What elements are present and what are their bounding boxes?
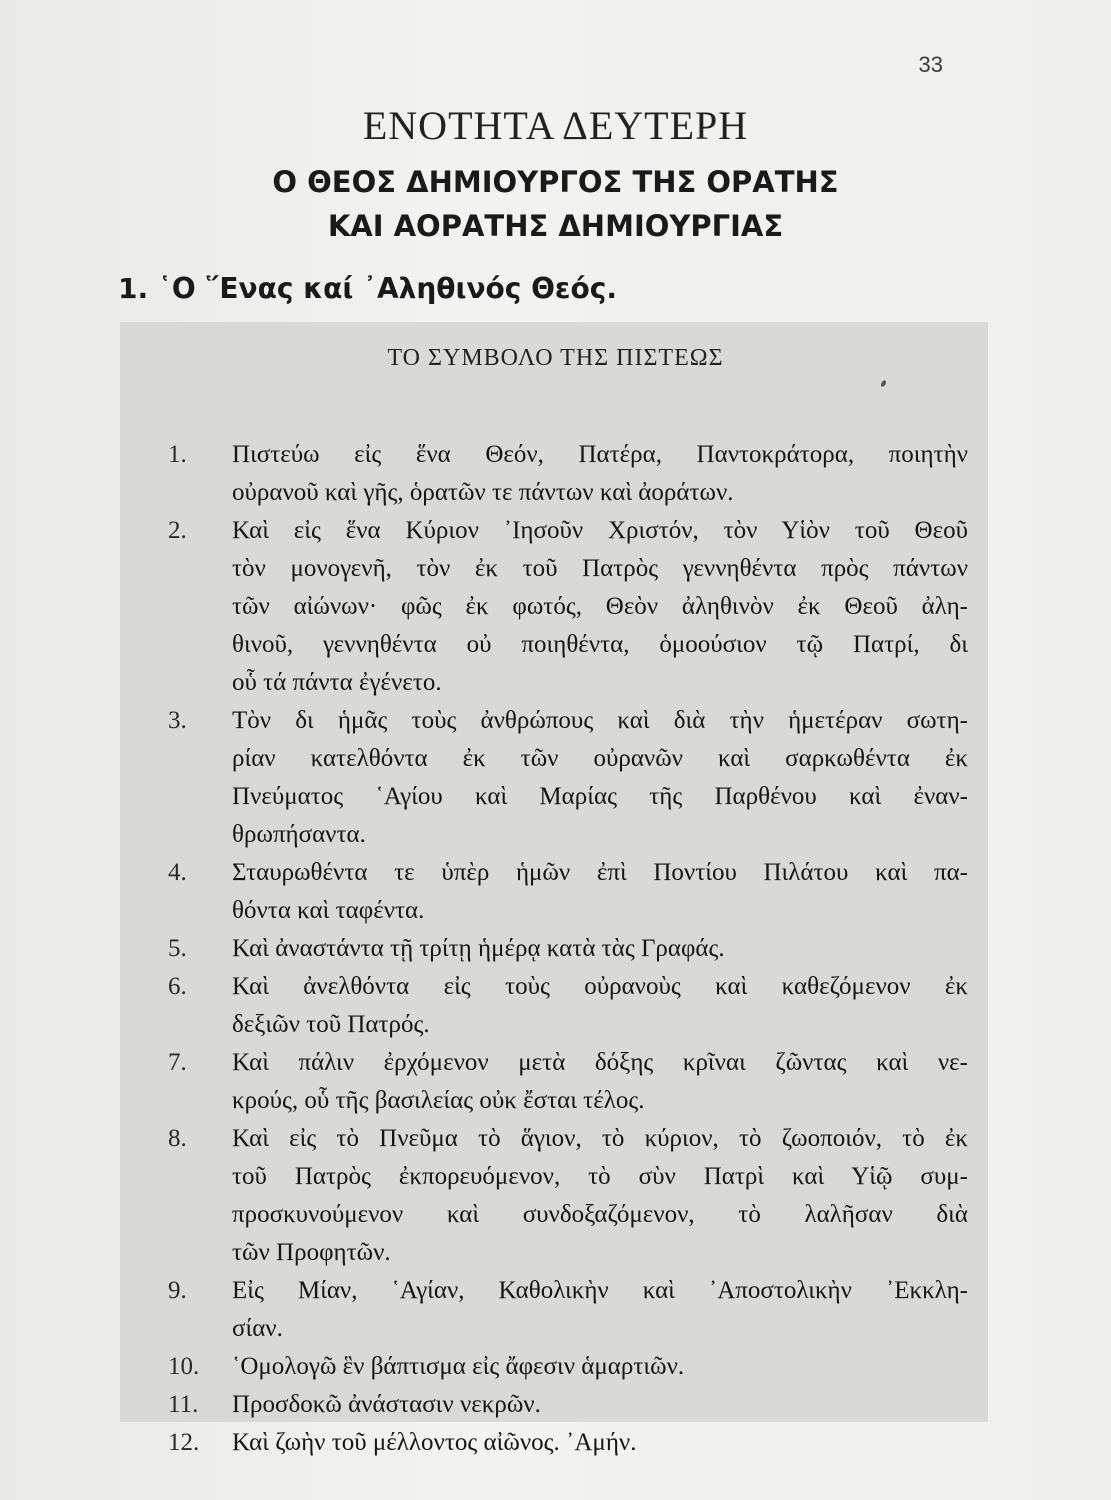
creed-article (168, 1120, 968, 1272)
creed-article (168, 1272, 968, 1348)
article-number: 9. (168, 1277, 187, 1304)
article-line: Καὶ πάλιν ἐρχόμενον μετὰ δόξης κρῖναι ζῶντας καὶ νε- (232, 1049, 968, 1076)
article-line: ρίαν κατελθόντα ἐκ τῶν οὐρανῶν καὶ σαρκωθέντα ἐκ (232, 745, 968, 772)
article-line: θρωπήσαντα. (232, 821, 366, 848)
article-line: θινοῦ, γεννηθέντα οὐ ποιηθέντα, ὁμοούσιον τῷ Πατρί, δι (232, 631, 968, 658)
creed-title: ΤΟ ΣΥΜΒΟΛΟ ΤΗΣ ΠΙΣΤΕΩΣ (387, 345, 724, 371)
article-line: Καὶ ἀνελθόντα εἰς τοὺς οὐρανοὺς καὶ καθεζόμενον ἐκ (232, 973, 968, 1000)
chapter-title-line-2: ΚΑΙ ΑΟΡΑΤΗΣ ΔΗΜΙΟΥΡΓΙΑΣ (327, 209, 784, 243)
creed-articles-list (168, 436, 968, 1462)
creed-article (168, 854, 968, 930)
article-line: οὐρανοῦ καὶ γῆς, ὁρατῶν τε πάντων καὶ ἀοράτων. (232, 479, 734, 506)
article-line: Τὸν δι ἡμᾶς τοὺς ἀνθρώπους καὶ διὰ τὴν ἡμετέραν σωτη- (232, 707, 968, 734)
article-number: 6. (168, 973, 187, 1000)
article-number: 7. (168, 1049, 187, 1076)
article-line: τῶν Προφητῶν. (232, 1239, 391, 1266)
article-line: τὸν μονογενῆ, τὸν ἐκ τοῦ Πατρὸς γεννηθέντα πρὸς πάντων (232, 555, 968, 582)
article-line: Προσδοκῶ ἀνάστασιν νεκρῶν. (232, 1391, 541, 1418)
article-line: δεξιῶν τοῦ Πατρός. (232, 1011, 430, 1038)
creed-article (168, 1348, 968, 1386)
article-number: 3. (168, 707, 187, 734)
article-line: κρούς, οὗ τῆς βασιλείας οὐκ ἔσται τέλος. (232, 1087, 645, 1114)
article-line: Πνεύματος ῾Αγίου καὶ Μαρίας τῆς Παρθένου καὶ ἐναν- (232, 783, 968, 810)
article-line: Εἰς Μίαν, ῾Αγίαν, Καθολικὴν καὶ ᾿Αποστολικὴν ᾿Εκκλη- (232, 1277, 968, 1304)
article-line: Καὶ εἰς τὸ Πνεῦμα τὸ ἅγιον, τὸ κύριον, τὸ ζωοποιόν, τὸ ἐκ (232, 1125, 968, 1152)
article-number: 5. (168, 935, 187, 962)
article-line: οὗ τά πάντα ἐγένετο. (232, 669, 442, 696)
article-number: 12. (168, 1429, 200, 1456)
creed-article (168, 1424, 968, 1462)
article-line: τῶν αἰώνων· φῶς ἐκ φωτός, Θεὸν ἀληθινὸν ἐκ Θεοῦ ἀλη- (232, 593, 968, 620)
creed-article (168, 968, 968, 1044)
article-line: τοῦ Πατρὸς ἐκπορευόμενον, τὸ σὺν Πατρὶ καὶ Υἱῷ συμ- (232, 1163, 968, 1190)
article-number: 1. (168, 441, 187, 468)
creed-article (168, 1044, 968, 1120)
creed-article (168, 436, 968, 512)
subsection-heading: 1. ῾Ο ῞Ενας καί ᾿Αληθινός Θεός. (118, 272, 617, 305)
page-number: 33 (918, 52, 943, 77)
creed-article (168, 930, 968, 968)
chapter-title (0, 160, 1111, 248)
article-line: Σταυρωθέντα τε ὑπὲρ ἡμῶν ἐπὶ Ποντίου Πιλάτου καὶ πα- (232, 859, 968, 886)
article-line: σίαν. (232, 1315, 283, 1342)
article-number: 11. (168, 1391, 199, 1418)
article-line: προσκυνούμενον καὶ συνδοξαζόμενον, τὸ λαλῆσαν διὰ (232, 1201, 968, 1228)
article-line: Καὶ ζωὴν τοῦ μέλλοντος αἰῶνος. ᾿Αμήν. (232, 1429, 637, 1456)
article-number: 4. (168, 859, 187, 886)
article-line: Καὶ εἰς ἕνα Κύριον ᾿Ιησοῦν Χριστόν, τὸν Υἱὸν τοῦ Θεοῦ (232, 517, 968, 544)
article-line: ῾Ομολογῶ ἓν βάπτισμα εἰς ἄφεσιν ἁμαρτιῶν. (232, 1353, 685, 1380)
article-number: 10. (168, 1353, 200, 1380)
article-line: θόντα καὶ ταφέντα. (232, 897, 425, 924)
creed-article (168, 702, 968, 854)
creed-article (168, 512, 968, 702)
chapter-title-line-1: Ο ΘΕΟΣ ΔΗΜΙΟΥΡΓΟΣ ΤΗΣ ΟΡΑΤΗΣ (272, 165, 839, 199)
creed-article (168, 1386, 968, 1424)
article-line: Πιστεύω εἰς ἕνα Θεόν, Πατέρα, Παντοκράτορα, ποιητὴν (232, 441, 968, 468)
article-line: Καὶ ἀναστάντα τῇ τρίτῃ ἡμέρᾳ κατὰ τὰς Γραφάς. (232, 935, 725, 962)
article-number: 2. (168, 517, 187, 544)
article-number: 8. (168, 1125, 187, 1152)
section-label: ΕΝΟΤΗΤΑ ΔΕΥΤΕΡΗ (362, 103, 749, 148)
